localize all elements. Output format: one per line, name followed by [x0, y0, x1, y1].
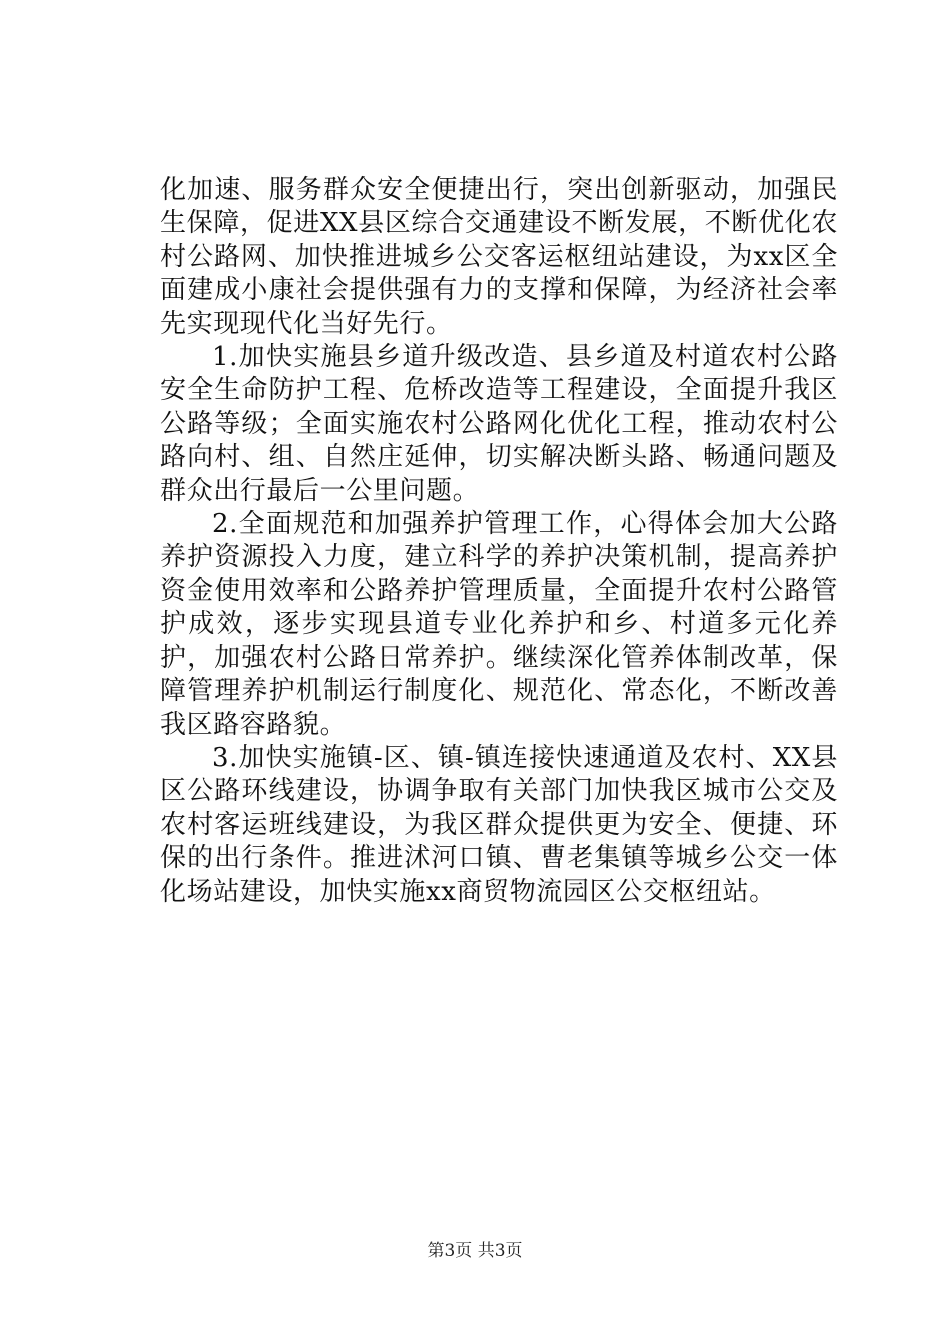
paragraph-item-1: 1.加快实施县乡道升级改造、县乡道及村道农村公路安全生命防护工程、危桥改造等工程建设，全面提升我区公路等级；全面实施农村公路网化优化工程，推动农村公路向村、组、自然庄延伸，切实解决断头路、畅通问题及群众出行最后一公里问题。	[160, 342, 838, 506]
paragraph-item-3: 3.加快实施镇-区、镇-镇连接快速通道及农村、XX县区公路环线建设，协调争取有关部门加快我区城市公交及农村客运班线建设，为我区群众提供更为安全、便捷、环保的出行条件。推进沭河口镇、曹老集镇等城乡公交一体化场站建设，加快实施xx商贸物流园区公交枢纽站。	[160, 742, 838, 907]
paragraph-item-2: 2.全面规范和加强养护管理工作，心得体会加大公路养护资源投入力度，建立科学的养护决策机制，提高养护资金使用效率和公路养护管理质量，全面提升农村公路管护成效，逐步实现县道专业化养护和乡、村道多元化养护，加强农村公路日常养护。继续深化管养体制改革，保障管理养护机制运行制度化、规范化、常态化，不断改善我区路容路貌。	[160, 509, 838, 740]
paragraph-intro-continuation: 化加速、服务群众安全便捷出行，突出创新驱动，加强民生保障，促进XX县区综合交通建设不断发展，不断优化农村公路网、加快推进城乡公交客运枢纽站建设，为xx区全面建成小康社会提供强有力的支撑和保障，为经济社会率先实现现代化当好先行。	[160, 175, 838, 339]
document-body	[160, 174, 838, 909]
page-number-label: 第3页 共3页	[427, 1241, 523, 1261]
page-footer	[0, 1240, 950, 1262]
